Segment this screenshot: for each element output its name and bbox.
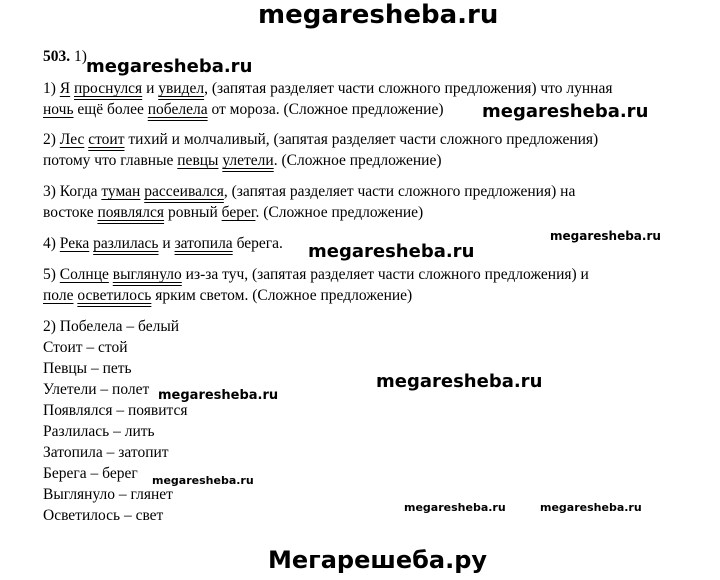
predicate: рассеивался — [144, 183, 224, 200]
subject: Лес — [59, 131, 85, 148]
sentence-4-line-1: 4) Река разлилась и затопила берега. — [43, 235, 283, 252]
predicate: осветилось — [77, 287, 152, 304]
subject: Река — [59, 235, 90, 252]
list-item: Выглянуло – глянет — [43, 486, 173, 503]
subject: поле — [43, 287, 74, 304]
list-item: Улетели – полет — [43, 381, 150, 398]
list-item: Осветилось – свет — [43, 507, 164, 524]
sentence-1-line-2: ночь ещё более побелела от мороза. (Сложное предложение) — [43, 101, 444, 118]
part1-marker: 1) — [74, 48, 87, 65]
predicate: выглянуло — [112, 266, 182, 283]
watermark: megaresheba.ru — [482, 101, 649, 122]
sentence-2-line-2: потому что главные певцы улетели. (Сложное предложение) — [43, 152, 442, 169]
watermark: megaresheba.ru — [86, 56, 253, 77]
sentence-2-line-1: 2) Лес стоит тихий и молчаливый, (запятая разделяет части сложного предложения) — [43, 131, 599, 148]
subject: берег — [221, 204, 256, 221]
predicate: увидел — [158, 80, 205, 97]
exercise-number: 503. — [43, 48, 71, 65]
list-item: Стоит – стой — [43, 339, 128, 356]
sentence-1-line-1: 1) Я проснулся и увидел, (запятая разделяет части сложного предложения) что лунная — [43, 80, 613, 97]
sentence-5-line-1: 5) Солнце выглянуло из-за туч, (запятая разделяет части сложного предложения) и — [43, 266, 589, 283]
sentence-5-line-2: поле осветилось ярким светом. (Сложное предложение) — [43, 287, 413, 304]
subject: Солнце — [59, 266, 109, 283]
header-watermark: megaresheba.ru — [258, 0, 499, 30]
watermark: megaresheba.ru — [152, 474, 254, 487]
exercise-number-line — [43, 47, 87, 67]
list-item: Затопила – затопит — [43, 444, 169, 461]
predicate: проснулся — [74, 80, 143, 97]
watermark: megaresheba.ru — [308, 241, 475, 262]
subject: ночь — [43, 101, 74, 118]
predicate: улетели — [222, 152, 274, 169]
predicate: стоит — [88, 131, 125, 148]
list-item: Появлялся – появится — [43, 402, 188, 419]
watermark: megaresheba.ru — [158, 388, 279, 403]
predicate: побелела — [147, 101, 208, 118]
watermark: megaresheba.ru — [376, 371, 543, 392]
sentence-3-line-1: 3) Когда туман рассеивался, (запятая разделяет части сложного предложения) на — [43, 183, 576, 200]
list-item: Певцы – петь — [43, 360, 132, 377]
watermark: megaresheba.ru — [540, 501, 642, 514]
watermark: megaresheba.ru — [550, 229, 661, 243]
predicate: разлилась — [93, 235, 159, 252]
predicate: появлялся — [97, 204, 165, 221]
sentence-3-line-2: востоке появлялся ровный берег. (Сложное предложение) — [43, 204, 424, 221]
list-item: 2) Побелела – белый — [43, 318, 180, 335]
subject: туман — [101, 183, 141, 200]
predicate: затопила — [174, 235, 233, 252]
subject: Я — [59, 80, 71, 97]
list-item: Разлилась – лить — [43, 423, 155, 440]
list-item: Берега – берег — [43, 465, 138, 482]
watermark: megaresheba.ru — [404, 501, 506, 514]
subject: певцы — [177, 152, 219, 169]
footer-watermark: Мегарешеба.ру — [268, 546, 488, 574]
